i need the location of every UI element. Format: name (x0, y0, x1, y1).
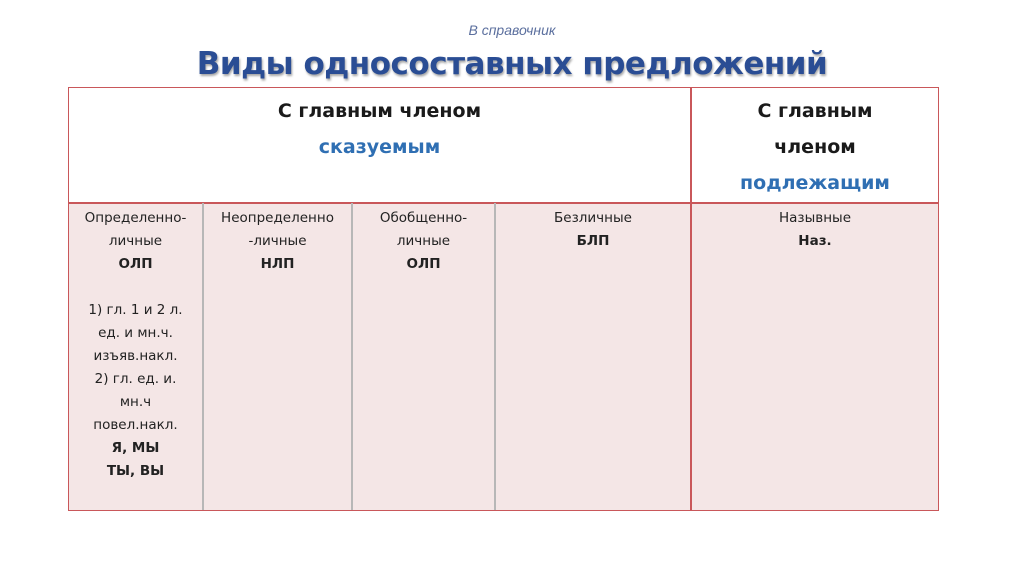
cell-indefinite-personal-name1: Неопределенно (221, 210, 334, 226)
cell-definite-personal-note: ед. и мн.ч. (98, 325, 173, 341)
cell-definite-personal-note: изъяв.накл. (93, 348, 178, 364)
group-divider (690, 87, 692, 511)
cell-definite-personal-name2: личные (108, 233, 163, 249)
sentence-types-table (68, 87, 939, 511)
header-predicate-text: С главным членом (277, 100, 482, 122)
cell-impersonal (495, 203, 691, 511)
cell-definite-personal-pronouns: ТЫ, ВЫ (106, 463, 165, 479)
cell-definite-personal-name1: Определенно- (84, 210, 187, 226)
cell-generalized-personal (352, 203, 495, 511)
header-predicate-group (68, 87, 691, 203)
cell-definite-personal-pronouns: Я, МЫ (111, 440, 160, 456)
cell-definite-personal-abbr: ОЛП (118, 256, 153, 272)
cell-impersonal-name: Безличные (554, 210, 632, 226)
cell-definite-personal (68, 203, 203, 511)
header-divider (68, 202, 939, 204)
column-divider (351, 203, 353, 511)
header-subject-group (691, 87, 939, 203)
cell-indefinite-personal-abbr: НЛП (260, 256, 295, 272)
cell-definite-personal-note: мн.ч (119, 394, 152, 410)
cell-definite-personal-note: повел.накл. (93, 417, 178, 433)
header-subject-accent: подлежащим (740, 172, 890, 194)
cell-definite-personal-note: 2) гл. ед. и. (94, 371, 177, 387)
cell-nominative-abbr: Наз. (798, 233, 832, 249)
cell-impersonal-abbr: БЛП (576, 233, 610, 249)
header-predicate-accent: сказуемым (318, 136, 441, 158)
header-subject-line1: С главным (757, 100, 873, 122)
page-title: Виды односоставных предложений (196, 46, 828, 82)
cell-generalized-personal-name2: личные (396, 233, 451, 249)
header-subject-line2: членом (774, 136, 856, 158)
cell-definite-personal-note: 1) гл. 1 и 2 л. (88, 302, 183, 318)
reference-link[interactable]: В справочник (468, 22, 556, 38)
cell-generalized-personal-name1: Обобщенно- (379, 210, 468, 226)
cell-nominative-name: Назывные (778, 210, 851, 226)
column-divider (494, 203, 496, 511)
cell-indefinite-personal (203, 203, 352, 511)
cell-indefinite-personal-name2: -личные (248, 233, 307, 249)
cell-nominative (691, 203, 939, 511)
cell-generalized-personal-abbr: ОЛП (406, 256, 441, 272)
column-divider (202, 203, 204, 511)
